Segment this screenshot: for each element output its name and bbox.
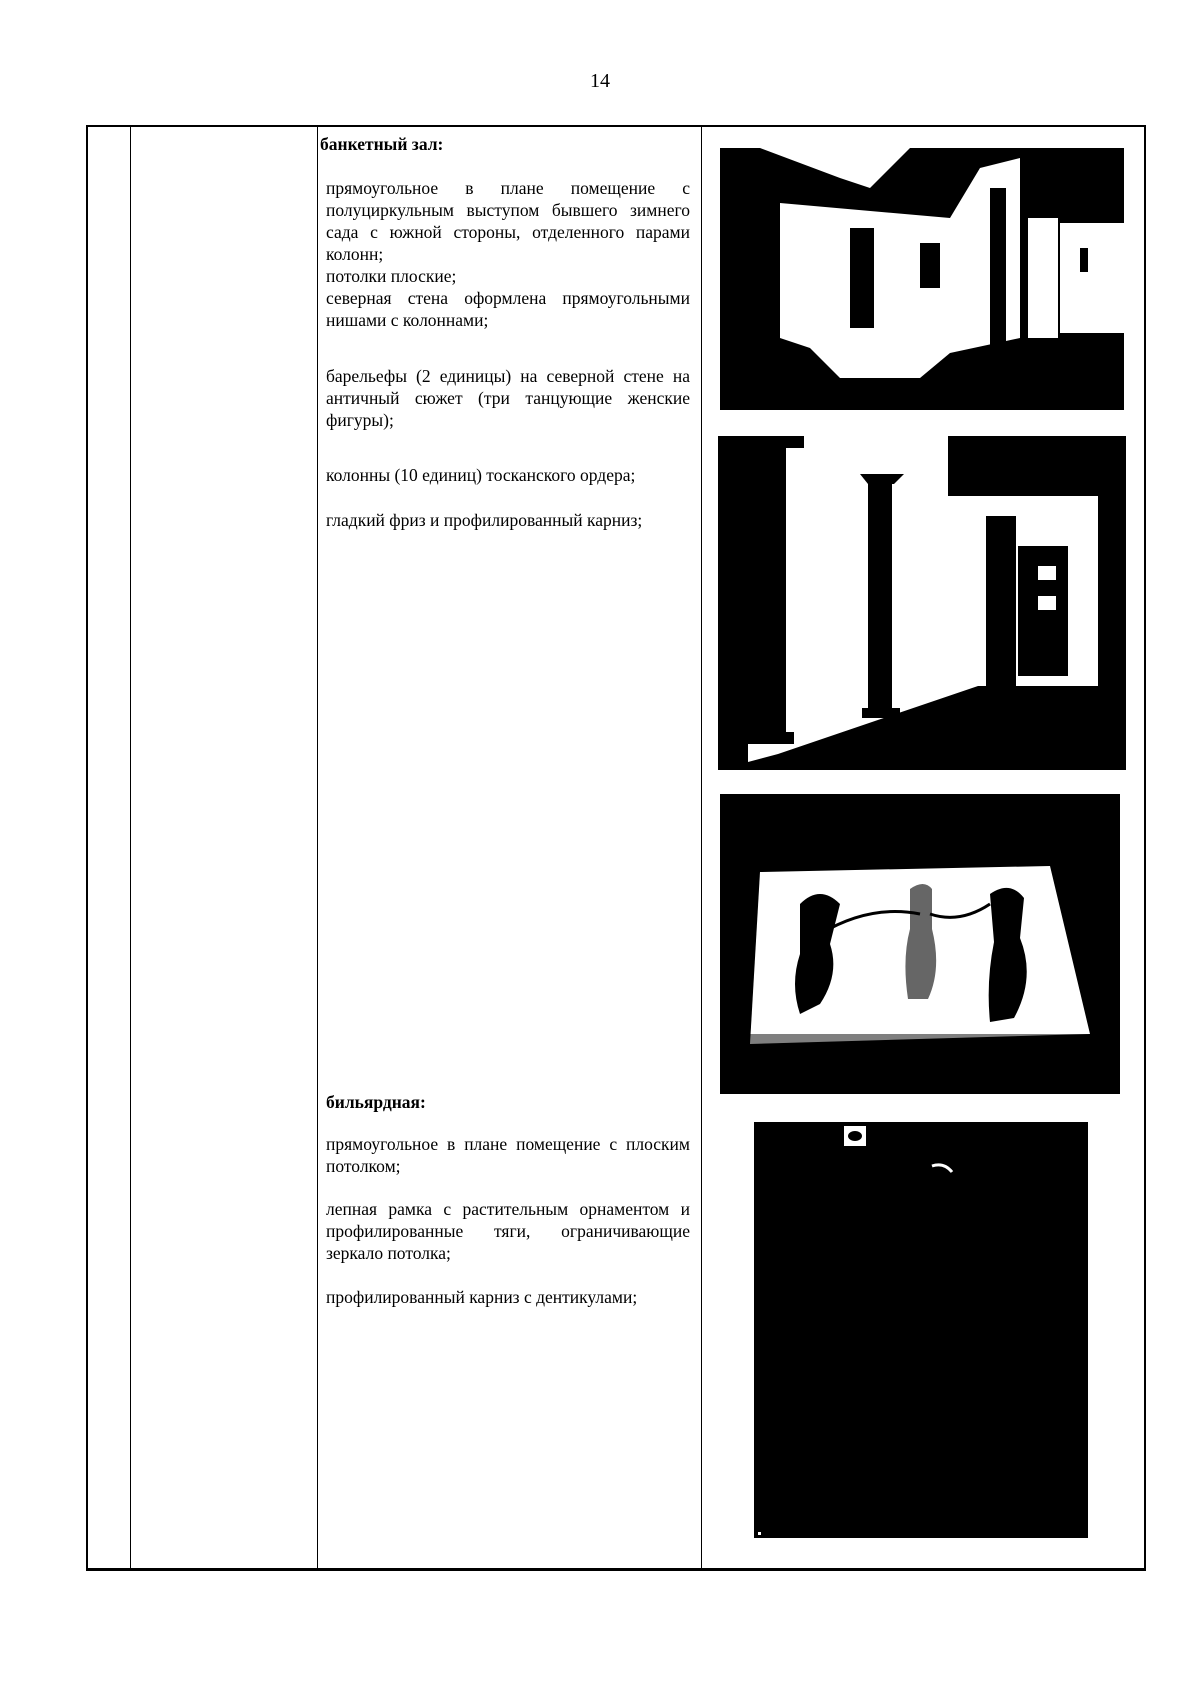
column-divider <box>317 127 318 1568</box>
column-divider <box>701 127 702 1568</box>
billiard-paragraph: прямоугольное в плане помещение с плоским потолком; <box>326 1134 690 1176</box>
bas-relief-photo <box>720 794 1120 1094</box>
banquet-paragraph: колонны (10 единиц) тосканского ордера; <box>326 465 636 485</box>
billiard-paragraph: профилированный карниз с дентикулами; <box>326 1287 638 1307</box>
banquet-paragraph: потолки плоские; <box>326 266 457 286</box>
column-divider <box>130 127 131 1568</box>
columns-photo <box>718 436 1126 770</box>
banquet-paragraph: гладкий фриз и профилированный карниз; <box>326 510 643 530</box>
banquet-hall-photo <box>720 148 1124 410</box>
banquet-paragraph: северная стена оформлена прямоугольными нишами с колоннами; <box>326 288 690 330</box>
billiard-paragraph: лепная рамка с растительным орнаментом и профилированные тяги, ограничивающие зеркало потолка; <box>326 1199 690 1263</box>
billiard-heading: бильярдная: <box>326 1092 426 1112</box>
banquet-paragraph: барельефы (2 единицы) на северной стене на античный сюжет (три танцующие женские фигуры); <box>326 366 690 430</box>
banquet-paragraph: прямоугольное в плане помещение с полуциркульным выступом бывшего зимнего сада с южной стороны, отделенного парами колонн; <box>326 178 690 264</box>
billiard-room-photo <box>754 1122 1088 1538</box>
page-number: 14 <box>590 70 610 92</box>
banquet-heading: банкетный зал: <box>320 134 444 154</box>
